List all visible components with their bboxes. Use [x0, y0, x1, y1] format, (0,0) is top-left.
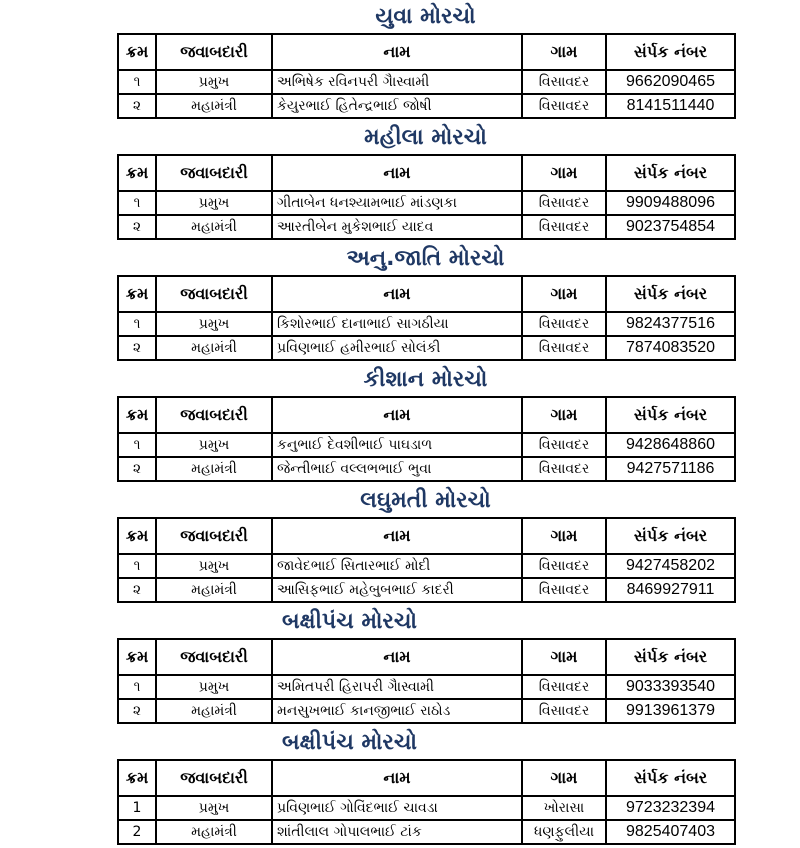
- header-kram: ક્રમ: [118, 518, 156, 554]
- row-number: ૨: [118, 699, 156, 723]
- row-role: પ્રમુખ: [156, 70, 272, 94]
- table-row: [118, 578, 735, 602]
- header-village: ગામ: [522, 34, 606, 70]
- row-phone: 9428648860: [606, 433, 735, 457]
- morcha-section: [117, 121, 734, 240]
- table-row: [118, 312, 735, 336]
- row-number: ૨: [118, 215, 156, 239]
- morcha-section: [117, 484, 734, 603]
- row-number: ૨: [118, 578, 156, 602]
- header-contact: સંર્પક નંબર: [606, 397, 735, 433]
- table-header-row: [118, 34, 735, 70]
- row-role: મહામંત્રી: [156, 336, 272, 360]
- table-row: [118, 215, 735, 239]
- table-header-row: [118, 760, 735, 796]
- header-village: ગામ: [522, 760, 606, 796]
- row-role: મહામંત્રી: [156, 578, 272, 602]
- row-name: જાવેદભાઈ સિતારભાઈ મોદી: [272, 554, 522, 578]
- row-phone: 9913961379: [606, 699, 735, 723]
- header-kram: ક્રમ: [118, 760, 156, 796]
- row-name: કિશોરભાઈ દાનાભાઈ સાગઠીયા: [272, 312, 522, 336]
- row-phone: 9824377516: [606, 312, 735, 336]
- row-village: વિસાવદર: [522, 554, 606, 578]
- header-contact: સંર્પક નંબર: [606, 34, 735, 70]
- row-village: વિસાવદર: [522, 191, 606, 215]
- row-village: વિસાવદર: [522, 433, 606, 457]
- header-name: નામ: [272, 760, 522, 796]
- header-role: જવાબદારી: [156, 518, 272, 554]
- row-name: મનસુખભાઈ કાનજીભાઈ રાઠોડ: [272, 699, 522, 723]
- morcha-section: [117, 242, 734, 361]
- header-kram: ક્રમ: [118, 397, 156, 433]
- table-row: [118, 336, 735, 360]
- row-phone: 9023754854: [606, 215, 735, 239]
- table-header-row: [118, 155, 735, 191]
- section-title: મહીલા મોરચો: [364, 125, 487, 150]
- members-table: [117, 33, 736, 119]
- row-number: ૧: [118, 191, 156, 215]
- header-contact: સંર્પક નંબર: [606, 518, 735, 554]
- row-village: વિસાવદર: [522, 312, 606, 336]
- header-contact: સંર્પક નંબર: [606, 276, 735, 312]
- header-village: ગામ: [522, 155, 606, 191]
- header-name: નામ: [272, 518, 522, 554]
- row-number: ૧: [118, 312, 156, 336]
- header-contact: સંર્પક નંબર: [606, 760, 735, 796]
- row-number: ૨: [118, 94, 156, 118]
- row-name: પ્રવિણભાઈ હમીરભાઈ સોલંકી: [272, 336, 522, 360]
- row-role: મહામંત્રી: [156, 94, 272, 118]
- header-role: જવાબદારી: [156, 276, 272, 312]
- table-header-row: [118, 276, 735, 312]
- row-number: 2: [118, 820, 156, 844]
- row-role: પ્રમુખ: [156, 554, 272, 578]
- row-number: ૨: [118, 336, 156, 360]
- table-row: [118, 457, 735, 481]
- header-contact: સંર્પક નંબર: [606, 155, 735, 191]
- table-row: [118, 70, 735, 94]
- row-name: શાંતીલાલ ગોપાલભાઈ ટાંક: [272, 820, 522, 844]
- header-role: જવાબદારી: [156, 397, 272, 433]
- row-role: મહામંત્રી: [156, 457, 272, 481]
- morcha-section: [117, 363, 734, 482]
- row-role: મહામંત્રી: [156, 699, 272, 723]
- table-row: [118, 94, 735, 118]
- row-village: વિસાવદર: [522, 94, 606, 118]
- row-number: ૧: [118, 70, 156, 94]
- header-kram: ક્રમ: [118, 155, 156, 191]
- header-village: ગામ: [522, 276, 606, 312]
- row-phone: 8469927911: [606, 578, 735, 602]
- header-name: નામ: [272, 276, 522, 312]
- header-village: ગામ: [522, 397, 606, 433]
- row-number: ૨: [118, 457, 156, 481]
- section-title: અનુ.જાતિ મોરચો: [346, 246, 505, 271]
- row-role: પ્રમુખ: [156, 312, 272, 336]
- header-kram: ક્રમ: [118, 276, 156, 312]
- row-village: વિસાવદર: [522, 675, 606, 699]
- header-contact: સંર્પક નંબર: [606, 639, 735, 675]
- table-row: [118, 554, 735, 578]
- header-kram: ક્રમ: [118, 34, 156, 70]
- row-phone: 9662090465: [606, 70, 735, 94]
- row-name: આસિફભાઈ મહેબુબભાઈ કાદરી: [272, 578, 522, 602]
- row-name: કનુભાઈ દેવશીભાઈ પાઘડાળ: [272, 433, 522, 457]
- header-kram: ક્રમ: [118, 639, 156, 675]
- row-phone: 9909488096: [606, 191, 735, 215]
- row-village: વિસાવદર: [522, 578, 606, 602]
- section-title: કીશાન મોરચો: [363, 367, 488, 392]
- row-phone: 9033393540: [606, 675, 735, 699]
- table-header-row: [118, 397, 735, 433]
- header-role: જવાબદારી: [156, 760, 272, 796]
- section-title: બક્ષીપંચ મોરચો: [282, 730, 417, 755]
- table-header-row: [118, 518, 735, 554]
- header-name: નામ: [272, 639, 522, 675]
- header-village: ગામ: [522, 518, 606, 554]
- row-village: ખોરાસા: [522, 796, 606, 820]
- row-village: વિસાવદર: [522, 215, 606, 239]
- table-row: [118, 675, 735, 699]
- table-header-row: [118, 639, 735, 675]
- row-village: વિસાવદર: [522, 457, 606, 481]
- header-name: નામ: [272, 397, 522, 433]
- row-name: અભિષેક રવિનપરી ગૈાસ્વામી: [272, 70, 522, 94]
- row-phone: 9427571186: [606, 457, 735, 481]
- header-role: જવાબદારી: [156, 34, 272, 70]
- members-table: [117, 275, 736, 361]
- table-row: [118, 433, 735, 457]
- members-table: [117, 638, 736, 724]
- row-role: પ્રમુખ: [156, 675, 272, 699]
- row-village: ધણફુલીયા: [522, 820, 606, 844]
- row-name: પ્રવિણભાઈ ગોવિંદભાઈ ચાવડા: [272, 796, 522, 820]
- row-role: મહામંત્રી: [156, 820, 272, 844]
- row-role: પ્રમુખ: [156, 796, 272, 820]
- row-phone: 9427458202: [606, 554, 735, 578]
- row-phone: 7874083520: [606, 336, 735, 360]
- morcha-section: [117, 605, 734, 724]
- members-table: [117, 396, 736, 482]
- row-village: વિસાવદર: [522, 699, 606, 723]
- table-row: [118, 796, 735, 820]
- header-name: નામ: [272, 155, 522, 191]
- row-number: ૧: [118, 433, 156, 457]
- header-role: જવાબદારી: [156, 155, 272, 191]
- table-row: [118, 699, 735, 723]
- table-row: [118, 191, 735, 215]
- section-title: બક્ષીપંચ મોરચો: [282, 609, 417, 634]
- header-village: ગામ: [522, 639, 606, 675]
- section-title: યુવા મોરચો: [375, 4, 476, 29]
- row-phone: 9825407403: [606, 820, 735, 844]
- morcha-section: [117, 0, 734, 119]
- row-village: વિસાવદર: [522, 70, 606, 94]
- morcha-section: [117, 726, 734, 845]
- row-phone: 9723232394: [606, 796, 735, 820]
- row-number: ૧: [118, 554, 156, 578]
- header-role: જવાબદારી: [156, 639, 272, 675]
- section-title: લઘુમતી મોરચો: [360, 488, 491, 513]
- members-table: [117, 759, 736, 845]
- row-role: પ્રમુખ: [156, 191, 272, 215]
- row-name: આરતીબેન મુકેશભાઈ યાદવ: [272, 215, 522, 239]
- table-row: [118, 820, 735, 844]
- row-name: કેયુરભાઈ હિતેન્દ્રભાઈ જોષી: [272, 94, 522, 118]
- row-role: મહામંત્રી: [156, 215, 272, 239]
- row-name: અમિતપરી હિરાપરી ગૈાસ્વામી: [272, 675, 522, 699]
- row-role: પ્રમુખ: [156, 433, 272, 457]
- row-phone: 8141511440: [606, 94, 735, 118]
- row-number: 1: [118, 796, 156, 820]
- header-name: નામ: [272, 34, 522, 70]
- row-name: ગીતાબેન ધનશ્યામભાઈ માંડણકા: [272, 191, 522, 215]
- row-village: વિસાવદર: [522, 336, 606, 360]
- row-number: ૧: [118, 675, 156, 699]
- members-table: [117, 154, 736, 240]
- members-table: [117, 517, 736, 603]
- row-name: જેન્તીભાઈ વલ્લભભાઈ ભુવા: [272, 457, 522, 481]
